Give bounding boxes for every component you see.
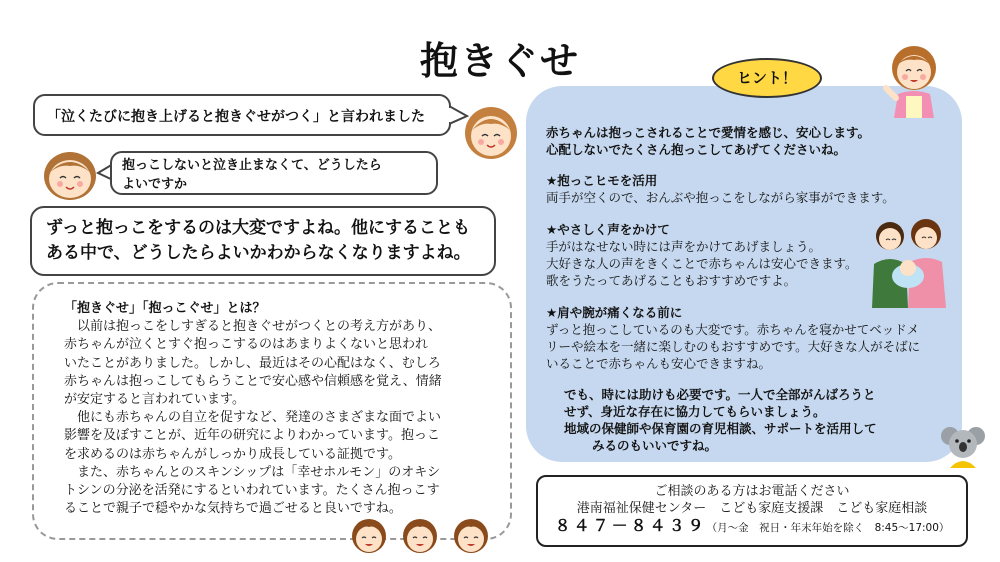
explanation-line: 赤ちゃんは抱っこしてもらうことで安心感や信頼感を覚え、情緒 xyxy=(64,373,442,389)
closing-line: せず、身近な存在に協力してもらいましょう。 xyxy=(564,404,826,419)
explanation-line: 影響を及ぼすことが、近年の研究によりわかっています。抱っこ xyxy=(64,428,440,444)
hint-intro-line-1: 赤ちゃんは抱っこされることで愛情を感じ、安心します。 xyxy=(546,125,871,140)
tip-3-line: ずっと抱っこしているのも大変です。赤ちゃんを寝かせてベッドメ xyxy=(546,322,920,337)
tip-2-line: 手がはなせない時には声をかけてあげましょう。 xyxy=(546,239,822,254)
contact-office: 港南福祉保健センター こども家庭支援課 こども家庭相談 xyxy=(576,501,928,516)
explanation-line: が安定すると言われています。 xyxy=(64,392,245,408)
contact-box xyxy=(536,475,968,547)
tip-2-line: 歌をうたってあげることもおすすめですよ。 xyxy=(546,273,797,288)
tip-3-title: ★肩や腕が痛くなる前に xyxy=(546,305,683,320)
nurse-icon xyxy=(880,42,948,118)
question-2-line-2: よいですか xyxy=(122,177,188,192)
explanation-line: 赤ちゃんが泣くとすぐ抱っこするのはあまりよくないと思われ xyxy=(64,337,429,353)
family-illustration-icon xyxy=(868,212,952,308)
empathy-bubble xyxy=(30,206,496,276)
explanation-heading: 「抱きぐせ」「抱っこぐせ」とは？ xyxy=(64,301,266,316)
explanation-line: を求めるのは赤ちゃんがしっかり成長している証拠です。 xyxy=(64,446,401,462)
closing-line: でも、時には助けも必要です。一人で全部がんばろうと xyxy=(564,387,876,402)
tip-1-body: 両手が空くので、おんぶや抱っこをしながら家事ができます。 xyxy=(546,190,895,205)
explanation-line: また、赤ちゃんとのスキンシップは「幸せホルモン」のオキシ xyxy=(64,464,441,480)
children-illustration-icon xyxy=(345,512,495,556)
tip-1-title: ★抱っこヒモを活用 xyxy=(546,173,658,188)
explanation-line: ることで親子で穏やかな気持ちで過ごせると良いですね。 xyxy=(64,501,402,517)
question-bubble-2 xyxy=(110,151,438,195)
question-2-line-1: 抱っこしないと泣き止まなくて、どうしたら xyxy=(122,158,382,173)
contact-phone[interactable]: ８４７－８４３９ xyxy=(554,516,707,535)
question-1-text: 「泣くたびに抱き上げると抱きぐせがつく」と言われました xyxy=(47,109,425,125)
closing-line: みるのもいいですね。 xyxy=(592,438,718,453)
empathy-line-1: ずっと抱っこをするのは大変ですよね。他にすることも xyxy=(46,218,470,238)
explanation-text xyxy=(64,300,496,518)
explanation-line: 他にも赤ちゃんの自立を促すなど、発達のさまざまな面でよい xyxy=(64,410,442,426)
contact-hours: （月～金 祝日・年末年始を除く 8:45～17:00） xyxy=(706,522,950,534)
closing-line: 地域の保健師や保育園の育児相談、サポートを活用して xyxy=(564,421,877,436)
explanation-line: トシンの分泌を活発にするといわれています。たくさん抱っこす xyxy=(64,483,440,499)
explanation-line: いたことがありました。しかし、最近はその心配はなく、むしろ xyxy=(64,355,441,371)
tip-3-line: いることで赤ちゃんも安心できますね。 xyxy=(546,356,772,371)
tip-2-line: 大好きな人の声をきくことで赤ちゃんは安心できます。 xyxy=(546,256,858,271)
hint-badge: ヒント！ xyxy=(712,58,822,98)
tip-2-title: ★やさしく声をかけて xyxy=(546,222,670,237)
empathy-line-2: ある中で、どうしたらよいかわからなくなりますよね。 xyxy=(46,243,471,263)
tip-3-line: リーや絵本を一緒に楽しむのもおすすめです。大好きな人がそばに xyxy=(546,339,921,354)
question-bubble-1 xyxy=(33,94,451,136)
contact-line-1: ご相談のある方はお電話ください xyxy=(654,484,850,499)
mother-face-icon xyxy=(460,100,522,162)
explanation-line: 以前は抱っこをしすぎると抱きぐせがつくとの考え方があり、 xyxy=(64,319,442,335)
hint-intro-line-2: 心配しないでたくさん抱っこしてあげてくださいね。 xyxy=(546,142,847,157)
page-title: 抱きぐせ xyxy=(419,39,580,83)
koala-mascot-icon xyxy=(940,424,986,468)
parent-face-icon xyxy=(38,146,102,202)
